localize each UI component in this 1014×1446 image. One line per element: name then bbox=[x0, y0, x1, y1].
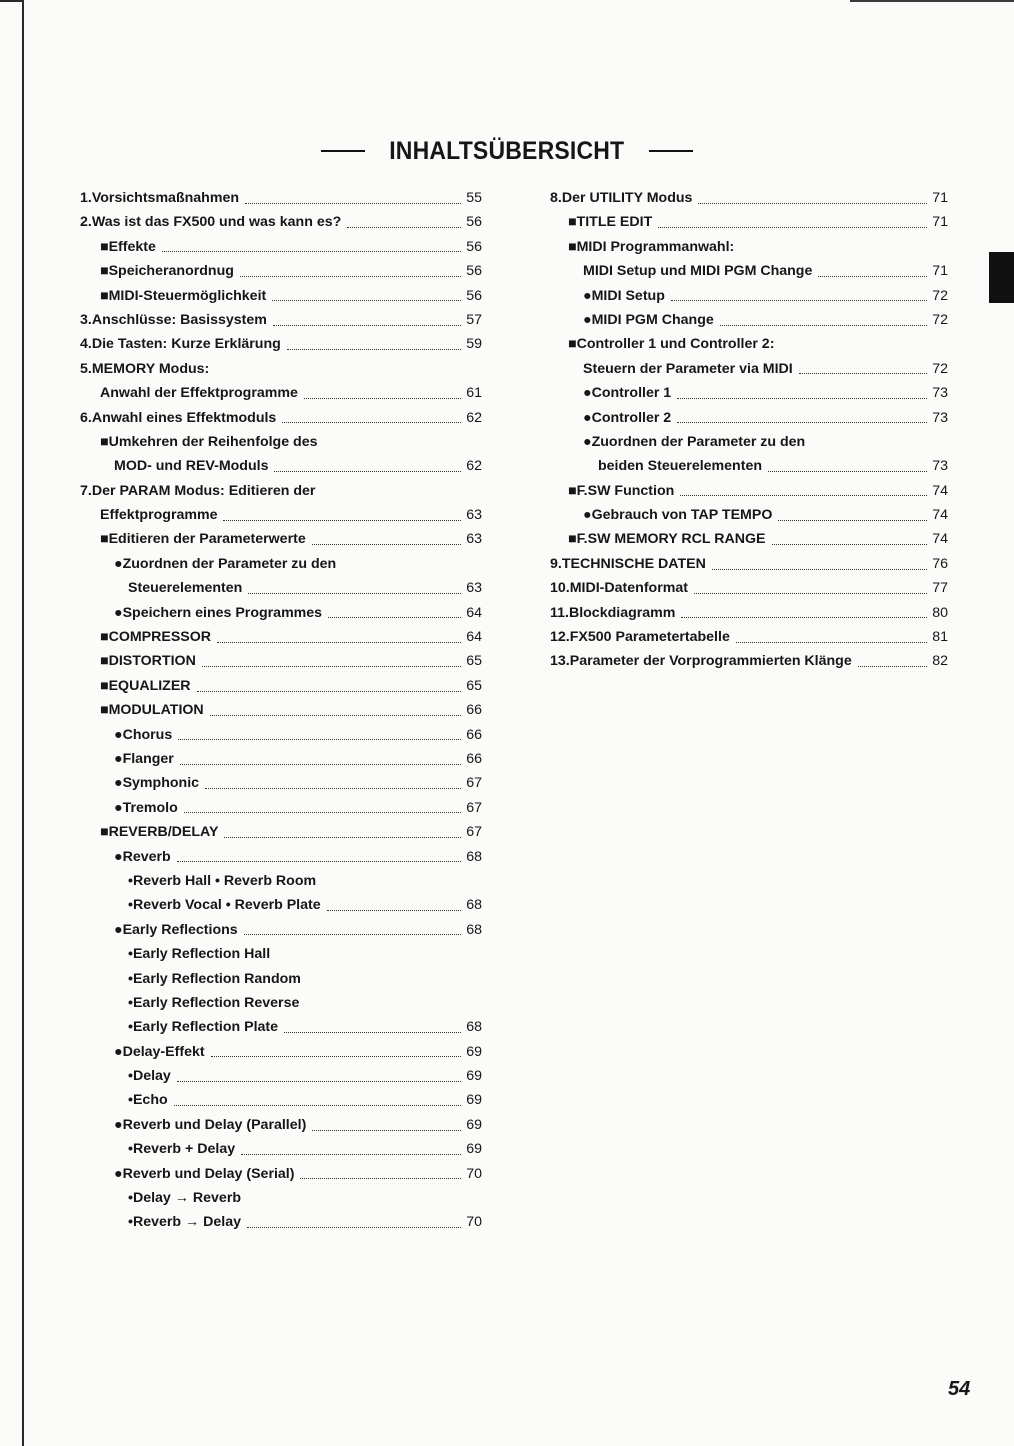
toc-leader-dots bbox=[658, 227, 927, 228]
toc-entry-marker: • bbox=[128, 946, 133, 963]
toc-entry-marker: ■ bbox=[100, 824, 109, 841]
toc-entry bbox=[80, 1137, 482, 1161]
toc-entry-label: Controller 1 und Controller 2: bbox=[576, 336, 775, 353]
toc-entry-marker: ■ bbox=[100, 287, 109, 304]
toc-entry-label: MIDI-Steuermöglichkeit bbox=[108, 287, 267, 304]
toc-entry-marker: ● bbox=[114, 921, 123, 938]
toc-entry bbox=[80, 723, 482, 747]
toc-entry bbox=[80, 918, 482, 942]
scan-border-corner bbox=[0, 0, 24, 2]
toc-entry-marker: ● bbox=[114, 604, 123, 621]
toc-entry-label: MOD- und REV-Moduls bbox=[114, 458, 269, 475]
toc-entry-label: MIDI PGM Change bbox=[591, 311, 714, 328]
toc-leader-dots bbox=[240, 276, 461, 277]
page-number: 54 bbox=[948, 1378, 971, 1400]
toc-entry-marker: ■ bbox=[100, 263, 109, 280]
toc-entry-page: 57 bbox=[466, 311, 482, 328]
toc-entry bbox=[80, 1162, 482, 1186]
toc-entry bbox=[80, 210, 482, 234]
toc-entry-label: Die Tasten: Kurze Erklärung bbox=[91, 336, 281, 353]
toc-entry bbox=[538, 332, 948, 356]
toc-entry bbox=[538, 527, 948, 551]
toc-entry-marker: 2. bbox=[80, 214, 92, 231]
toc-entry-page: 56 bbox=[466, 214, 482, 231]
toc-entry-label: Early Reflections bbox=[122, 921, 238, 938]
toc-entry-marker: ■ bbox=[568, 482, 577, 499]
toc-entry-page: 73 bbox=[932, 409, 948, 426]
toc-entry-label: Zuordnen der Parameter zu den bbox=[122, 555, 337, 572]
toc-entry-label: FX500 Parametertabelle bbox=[569, 629, 730, 646]
toc-entry-marker: ● bbox=[583, 507, 592, 524]
toc-entry bbox=[80, 747, 482, 771]
toc-entry-label: Zuordnen der Parameter zu den bbox=[591, 433, 806, 450]
toc-entry-page: 61 bbox=[466, 385, 482, 402]
toc-entry-marker: ■ bbox=[100, 531, 109, 548]
scan-border-left bbox=[22, 0, 24, 1446]
toc-entry-marker: 13. bbox=[550, 653, 570, 670]
toc-entry-page: 71 bbox=[932, 190, 948, 206]
toc-leader-dots bbox=[202, 666, 461, 667]
toc-entry-label: Reverb bbox=[122, 848, 171, 865]
toc-entry-marker: ■ bbox=[568, 531, 577, 548]
toc-entry bbox=[80, 869, 482, 893]
toc-entry bbox=[80, 674, 482, 698]
toc-entry-label: Anwahl der Effektprogramme bbox=[100, 385, 298, 402]
toc-entry-label: MIDI Setup und MIDI PGM Change bbox=[583, 263, 813, 280]
toc-leader-dots bbox=[818, 276, 927, 277]
toc-leader-dots bbox=[680, 495, 927, 496]
toc-leader-dots bbox=[197, 691, 461, 692]
toc-leader-dots bbox=[858, 666, 927, 667]
toc-leader-dots bbox=[248, 593, 461, 594]
toc-entry-label: F.SW Function bbox=[576, 482, 675, 499]
toc-entry-label: Controller 1 bbox=[591, 385, 672, 402]
toc-entry bbox=[80, 1064, 482, 1088]
toc-entry bbox=[80, 259, 482, 283]
toc-entry-marker: • bbox=[128, 994, 133, 1011]
toc-entry-marker: ● bbox=[114, 775, 123, 792]
scan-border-top bbox=[850, 0, 1014, 2]
toc-entry-page: 68 bbox=[466, 897, 482, 914]
toc-entry bbox=[538, 479, 948, 503]
toc-leader-dots bbox=[312, 544, 461, 545]
toc-entry-page: 66 bbox=[466, 702, 482, 719]
section-tab-marker bbox=[989, 252, 1014, 303]
toc-entry-marker: • bbox=[128, 1068, 133, 1085]
toc-leader-dots bbox=[677, 398, 927, 399]
toc-entry-label: REVERB/DELAY bbox=[108, 824, 219, 841]
toc-entry-page: 65 bbox=[466, 653, 482, 670]
toc-entry-marker: ● bbox=[114, 726, 123, 743]
toc-entry bbox=[80, 479, 482, 503]
toc-entry-page: 70 bbox=[466, 1165, 482, 1182]
toc-entry bbox=[80, 406, 482, 430]
toc-entry-label: beiden Steuerelementen bbox=[598, 458, 762, 475]
toc-entry bbox=[538, 284, 948, 308]
toc-entry bbox=[80, 357, 482, 381]
toc-entry-page: 68 bbox=[466, 921, 482, 938]
toc-entry-page: 66 bbox=[466, 750, 482, 767]
toc-entry bbox=[538, 259, 948, 283]
toc-entry-page: 69 bbox=[466, 1092, 482, 1109]
toc-entry bbox=[80, 625, 482, 649]
toc-entry bbox=[80, 430, 482, 454]
toc-entry-page: 63 bbox=[466, 507, 482, 524]
toc-entry-page: 62 bbox=[466, 409, 482, 426]
toc-entry-label: EQUALIZER bbox=[108, 677, 191, 694]
toc-entry-marker: 1. bbox=[80, 190, 92, 206]
toc-leader-dots bbox=[178, 739, 461, 740]
toc-entry-label: MODULATION bbox=[108, 702, 204, 719]
toc-leader-dots bbox=[681, 617, 927, 618]
toc-entry-label: Steuern der Parameter via MIDI bbox=[583, 360, 793, 377]
toc-entry-label: Reverb und Delay (Serial) bbox=[122, 1165, 295, 1182]
toc-entry-marker: ■ bbox=[100, 238, 109, 255]
toc-entry-page: 72 bbox=[932, 287, 948, 304]
toc-leader-dots bbox=[180, 764, 461, 765]
toc-entry bbox=[80, 649, 482, 673]
toc-leader-dots bbox=[736, 642, 927, 643]
toc-leader-dots bbox=[223, 520, 461, 521]
toc-entry bbox=[80, 820, 482, 844]
toc-leader-dots bbox=[174, 1105, 461, 1106]
toc-entry-page: 74 bbox=[932, 531, 948, 548]
toc-entry bbox=[538, 357, 948, 381]
toc-entry-page: 69 bbox=[466, 1116, 482, 1133]
toc-leader-dots bbox=[247, 1227, 461, 1228]
toc-entry-page: 69 bbox=[466, 1068, 482, 1085]
toc-entry-page: 55 bbox=[466, 190, 482, 206]
toc-entry bbox=[80, 332, 482, 356]
toc-entry-marker: • bbox=[128, 1019, 133, 1036]
toc-entry-marker: 4. bbox=[80, 336, 92, 353]
toc-entry-marker: 12. bbox=[550, 629, 570, 646]
toc-entry-label: Was ist das FX500 und was kann es? bbox=[91, 214, 342, 231]
toc-leader-dots bbox=[205, 788, 461, 789]
toc-entry-marker: ● bbox=[114, 555, 123, 572]
toc-leader-dots bbox=[694, 593, 927, 594]
toc-entry bbox=[80, 503, 482, 527]
toc-entry bbox=[80, 552, 482, 576]
toc-entry bbox=[538, 430, 948, 454]
toc-entry bbox=[538, 454, 948, 478]
toc-entry-page: 74 bbox=[932, 507, 948, 524]
toc-leader-dots bbox=[217, 642, 461, 643]
toc-entry-label: MIDI Setup bbox=[591, 287, 665, 304]
toc-entry-label: COMPRESSOR bbox=[108, 629, 212, 646]
toc-entry bbox=[80, 1015, 482, 1039]
toc-entry-label: Blockdiagramm bbox=[568, 604, 676, 621]
toc-entry-label: Speicheranordnug bbox=[108, 263, 234, 280]
toc-entry-label: Delay → Reverb bbox=[132, 1190, 242, 1207]
toc-leader-dots bbox=[304, 398, 461, 399]
toc-entry-marker: • bbox=[128, 1190, 133, 1207]
toc-leader-dots bbox=[312, 1130, 461, 1131]
toc-leader-dots bbox=[300, 1178, 461, 1179]
toc-entry-label: Reverb → Delay bbox=[132, 1214, 242, 1231]
toc-entry-label: MEMORY Modus: bbox=[91, 360, 210, 377]
toc-entry-page: 82 bbox=[932, 653, 948, 670]
toc-entry-label: Tremolo bbox=[122, 799, 178, 816]
toc-entry-marker: ■ bbox=[568, 238, 577, 255]
toc-entry-marker: 5. bbox=[80, 360, 92, 377]
toc-entry-label: Symphonic bbox=[122, 775, 200, 792]
toc-leader-dots bbox=[677, 422, 927, 423]
toc-entry bbox=[80, 796, 482, 820]
toc-entry-marker: ● bbox=[583, 311, 592, 328]
toc-entry-label: Echo bbox=[132, 1092, 168, 1109]
toc-entry bbox=[538, 381, 948, 405]
toc-leader-dots bbox=[671, 300, 927, 301]
toc-entry bbox=[80, 576, 482, 600]
toc-entry-page: 56 bbox=[466, 238, 482, 255]
toc-entry bbox=[80, 186, 482, 210]
toc-entry-label: Delay bbox=[132, 1068, 171, 1085]
toc-entry-label: Reverb und Delay (Parallel) bbox=[122, 1116, 307, 1133]
toc-entry bbox=[538, 601, 948, 625]
toc-entry bbox=[538, 552, 948, 576]
toc-entry bbox=[538, 406, 948, 430]
toc-entry bbox=[538, 625, 948, 649]
toc-entry bbox=[80, 893, 482, 917]
toc-entry-page: 70 bbox=[466, 1214, 482, 1231]
toc-entry-marker: ■ bbox=[100, 629, 109, 646]
toc-entry-marker: ● bbox=[583, 433, 592, 450]
toc-entry bbox=[80, 967, 482, 991]
toc-entry-label: MIDI Programmanwahl: bbox=[576, 238, 735, 255]
toc-leader-dots bbox=[274, 471, 461, 472]
toc-entry-label: Der UTILITY Modus bbox=[561, 190, 693, 206]
toc-entry-marker: ● bbox=[583, 409, 592, 426]
toc-entry-label: DISTORTION bbox=[108, 653, 196, 670]
toc-entry-label: TITLE EDIT bbox=[576, 214, 653, 231]
toc-leader-dots bbox=[287, 349, 461, 350]
toc-entry bbox=[80, 698, 482, 722]
toc-entry-marker: • bbox=[128, 970, 133, 987]
toc-entry-marker: ■ bbox=[100, 653, 109, 670]
toc-entry bbox=[80, 235, 482, 259]
toc-entry-marker: ● bbox=[114, 1043, 123, 1060]
toc-entry-label: Chorus bbox=[122, 726, 173, 743]
toc-entry-page: 76 bbox=[932, 555, 948, 572]
toc-entry-marker: ● bbox=[583, 287, 592, 304]
toc-entry bbox=[80, 1113, 482, 1137]
toc-leader-dots bbox=[347, 227, 461, 228]
toc-leader-dots bbox=[698, 203, 927, 204]
toc-entry bbox=[538, 210, 948, 234]
toc-entry bbox=[80, 771, 482, 795]
toc-leader-dots bbox=[184, 812, 461, 813]
toc-left-column bbox=[80, 186, 482, 1235]
toc-entry bbox=[538, 235, 948, 259]
toc-entry-marker: 6. bbox=[80, 409, 92, 426]
toc-entry-page: 63 bbox=[466, 580, 482, 597]
toc-entry-marker: 8. bbox=[550, 190, 562, 206]
toc-entry-label: Early Reflection Hall bbox=[132, 946, 271, 963]
toc-entry-label: Early Reflection Random bbox=[132, 970, 301, 987]
toc-entry-page: 69 bbox=[466, 1141, 482, 1158]
toc-entry-marker: ● bbox=[114, 1116, 123, 1133]
toc-entry-marker: ● bbox=[583, 385, 592, 402]
toc-entry-marker: ■ bbox=[100, 702, 109, 719]
toc-entry-label: Flanger bbox=[122, 750, 174, 767]
toc-entry-page: 69 bbox=[466, 1043, 482, 1060]
toc-entry-page: 63 bbox=[466, 531, 482, 548]
toc-entry bbox=[80, 454, 482, 478]
toc-entry-marker: • bbox=[128, 872, 133, 889]
toc-entry bbox=[80, 1210, 482, 1234]
toc-entry-page: 73 bbox=[932, 458, 948, 475]
toc-entry-marker: 7. bbox=[80, 482, 92, 499]
toc-entry-marker: • bbox=[128, 1141, 133, 1158]
toc-entry-marker: ● bbox=[114, 1165, 123, 1182]
toc-entry-page: 72 bbox=[932, 311, 948, 328]
toc-entry-marker: ● bbox=[114, 799, 123, 816]
toc-entry-page: 59 bbox=[466, 336, 482, 353]
toc-entry bbox=[80, 381, 482, 405]
toc-entry bbox=[538, 649, 948, 673]
toc-entry-page: 71 bbox=[932, 263, 948, 280]
toc-entry-marker: ■ bbox=[568, 214, 577, 231]
toc-entry-page: 56 bbox=[466, 263, 482, 280]
toc-entry-label: Gebrauch von TAP TEMPO bbox=[591, 507, 773, 524]
toc-right-column bbox=[538, 186, 948, 674]
toc-entry bbox=[80, 1040, 482, 1064]
title-rule-right bbox=[649, 150, 693, 152]
toc-entry-page: 77 bbox=[932, 580, 948, 597]
toc-leader-dots bbox=[177, 1081, 461, 1082]
toc-entry bbox=[80, 1088, 482, 1112]
toc-entry-marker: • bbox=[128, 897, 133, 914]
toc-entry-page: 67 bbox=[466, 799, 482, 816]
toc-leader-dots bbox=[768, 471, 927, 472]
toc-entry-label: Effekte bbox=[108, 238, 156, 255]
toc-entry bbox=[538, 186, 948, 210]
toc-entry-page: 67 bbox=[466, 775, 482, 792]
toc-leader-dots bbox=[720, 325, 927, 326]
toc-entry-page: 67 bbox=[466, 824, 482, 841]
toc-entry-label: Anschlüsse: Basissystem bbox=[91, 311, 267, 328]
toc-entry-label: Early Reflection Reverse bbox=[132, 994, 300, 1011]
page-title: INHALTSÜBERSICHT bbox=[389, 136, 625, 165]
toc-leader-dots bbox=[210, 715, 461, 716]
toc-leader-dots bbox=[224, 837, 461, 838]
toc-entry bbox=[538, 503, 948, 527]
toc-entry bbox=[80, 601, 482, 625]
toc-leader-dots bbox=[284, 1032, 461, 1033]
toc-entry-page: 72 bbox=[932, 360, 948, 377]
toc-entry-label: Speichern eines Programmes bbox=[122, 604, 323, 621]
toc-entry-label: Effektprogramme bbox=[100, 507, 218, 524]
toc-entry-label: Reverb Vocal • Reverb Plate bbox=[132, 897, 321, 914]
toc-entry bbox=[538, 576, 948, 600]
toc-entry bbox=[80, 942, 482, 966]
toc-entry bbox=[80, 284, 482, 308]
toc-leader-dots bbox=[272, 300, 461, 301]
toc-entry-label: Vorsichtsmaßnahmen bbox=[91, 190, 240, 206]
toc-entry bbox=[80, 1186, 482, 1210]
toc-entry-label: Parameter der Vorprogrammierten Klänge bbox=[569, 653, 852, 670]
toc-entry-page: 66 bbox=[466, 726, 482, 743]
toc-entry bbox=[538, 308, 948, 332]
toc-leader-dots bbox=[177, 861, 461, 862]
toc-entry-label: Controller 2 bbox=[591, 409, 672, 426]
toc-entry-label: Umkehren der Reihenfolge des bbox=[108, 433, 318, 450]
toc-entry-label: Anwahl eines Effektmoduls bbox=[91, 409, 277, 426]
toc-entry-page: 68 bbox=[466, 1019, 482, 1036]
toc-entry-page: 74 bbox=[932, 482, 948, 499]
toc-leader-dots bbox=[799, 373, 927, 374]
toc-entry-page: 73 bbox=[932, 385, 948, 402]
toc-entry-label: Delay-Effekt bbox=[122, 1043, 205, 1060]
toc-entry-marker: • bbox=[128, 1092, 133, 1109]
toc-entry bbox=[80, 845, 482, 869]
toc-entry-marker: 3. bbox=[80, 311, 92, 328]
toc-entry-label: F.SW MEMORY RCL RANGE bbox=[576, 531, 766, 548]
title-rule-left bbox=[321, 150, 365, 152]
toc-entry-marker: ● bbox=[114, 848, 123, 865]
toc-leader-dots bbox=[328, 617, 461, 618]
toc-entry-page: 62 bbox=[466, 458, 482, 475]
toc-entry-page: 64 bbox=[466, 629, 482, 646]
toc-leader-dots bbox=[162, 251, 461, 252]
toc-entry-label: TECHNISCHE DATEN bbox=[561, 555, 706, 572]
toc-entry-page: 65 bbox=[466, 677, 482, 694]
toc-entry-label: MIDI-Datenformat bbox=[569, 580, 688, 597]
toc-entry-page: 80 bbox=[932, 604, 948, 621]
toc-leader-dots bbox=[327, 910, 461, 911]
title-row bbox=[0, 134, 1014, 168]
toc-leader-dots bbox=[241, 1154, 461, 1155]
toc-leader-dots bbox=[211, 1056, 461, 1057]
toc-entry-marker: ● bbox=[114, 750, 123, 767]
toc-entry-label: Der PARAM Modus: Editieren der bbox=[91, 482, 316, 499]
toc-leader-dots bbox=[273, 325, 461, 326]
toc-entry-marker: ■ bbox=[100, 677, 109, 694]
toc-leader-dots bbox=[244, 934, 461, 935]
toc-entry-marker: ■ bbox=[100, 433, 109, 450]
toc-entry-marker: ■ bbox=[568, 336, 577, 353]
toc-entry-page: 56 bbox=[466, 287, 482, 304]
toc-leader-dots bbox=[778, 520, 927, 521]
toc-entry-label: Early Reflection Plate bbox=[132, 1019, 279, 1036]
toc-entry bbox=[80, 527, 482, 551]
toc-entry-label: Reverb Hall • Reverb Room bbox=[132, 872, 317, 889]
toc-leader-dots bbox=[282, 422, 461, 423]
toc-entry-label: Editieren der Parameterwerte bbox=[108, 531, 306, 548]
toc-entry-marker: • bbox=[128, 1214, 133, 1231]
toc-entry-marker: 10. bbox=[550, 580, 570, 597]
toc-leader-dots bbox=[772, 544, 928, 545]
toc-entry-marker: 9. bbox=[550, 555, 562, 572]
toc-entry-marker: 11. bbox=[550, 604, 569, 621]
toc-entry-page: 71 bbox=[932, 214, 948, 231]
toc-entry-page: 64 bbox=[466, 604, 482, 621]
toc-entry-label: Steuerelementen bbox=[128, 580, 243, 597]
toc-leader-dots bbox=[712, 569, 927, 570]
toc-leader-dots bbox=[245, 203, 461, 204]
toc-entry bbox=[80, 991, 482, 1015]
toc-entry-page: 68 bbox=[466, 848, 482, 865]
toc-entry-page: 81 bbox=[932, 629, 948, 646]
toc-entry bbox=[80, 308, 482, 332]
toc-entry-label: Reverb + Delay bbox=[132, 1141, 236, 1158]
